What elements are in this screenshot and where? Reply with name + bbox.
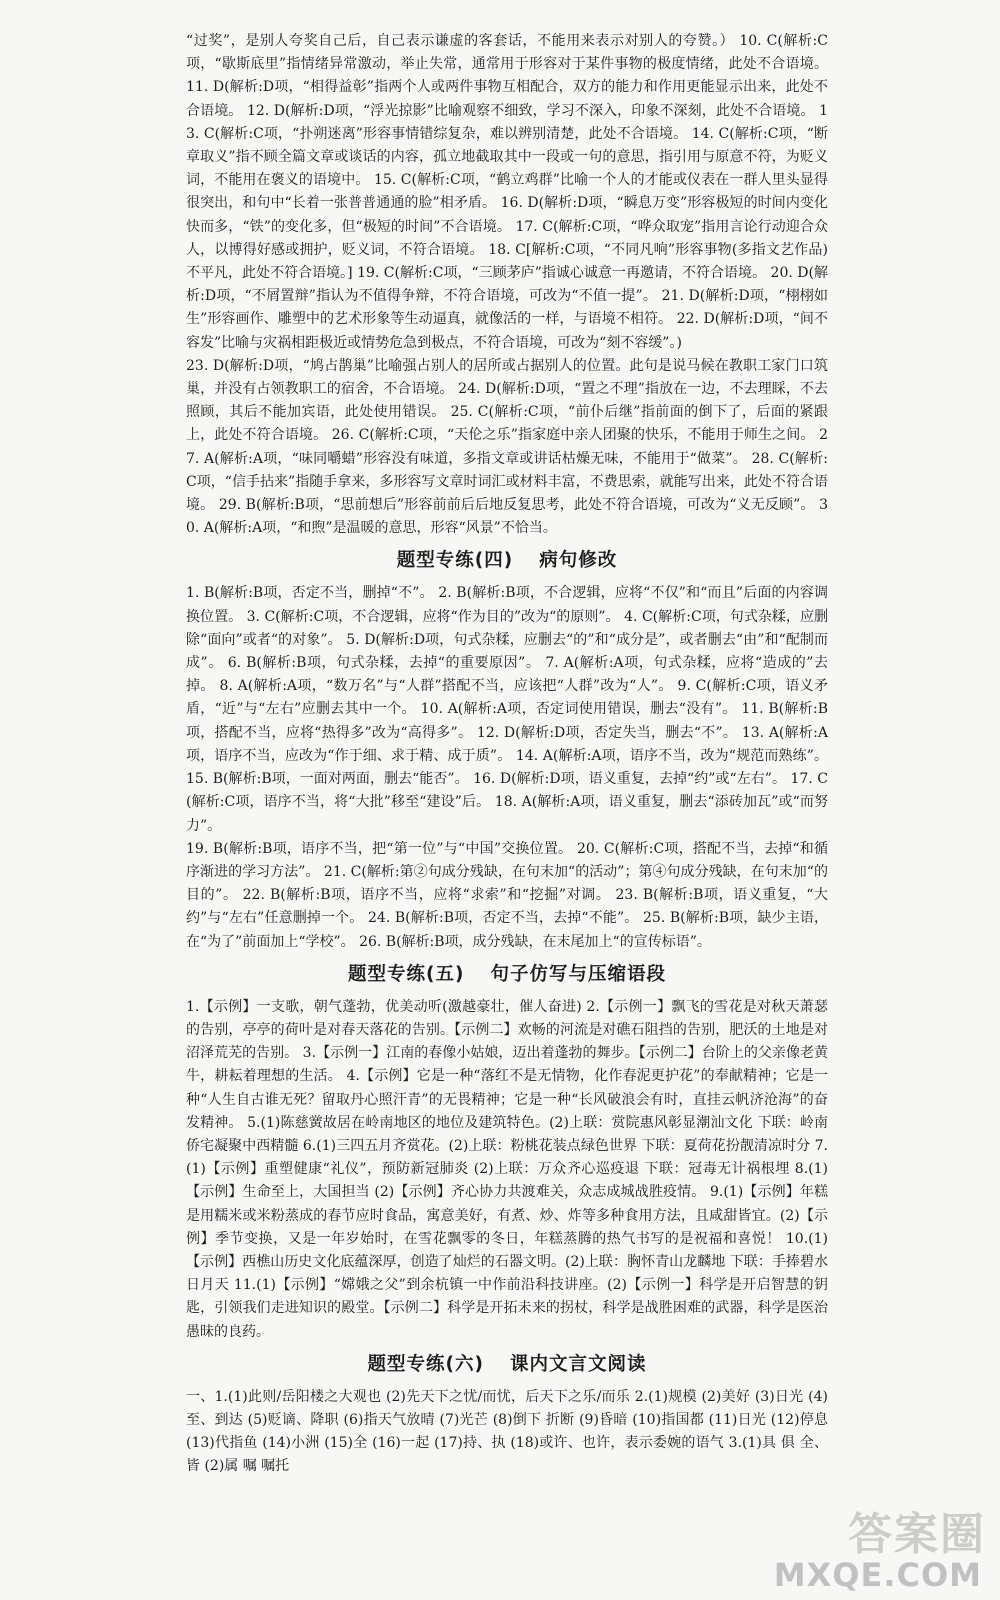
section-5: [186, 996, 828, 1344]
section-title: [186, 1344, 828, 1386]
section-3-continued: [186, 30, 828, 540]
section-label: 题型专练(五): [348, 963, 465, 985]
section-label: 题型专练(四): [396, 550, 514, 572]
section-label: 题型专练(六): [367, 1353, 484, 1375]
paragraph: 1.【示例】一支歌，朝气蓬勃，优美动听(激越豪壮，催人奋进) 2.【示例一】飘飞的雪花是对秋天萧瑟的告别，亭亭的荷叶是对春天落花的告别。【示例二】欢畅的河流是对礁石阻挡的告别，肥沃的土地是对沼泽荒芜的告别。 3.【示例一】江南的春像小姑娘，迈出着蓬勃的舞步。【示例二】台阶上的父亲像老黄牛，耕耘着理想的生活。 4.【示例】它是一种“落红不是无情物，化作春泥更护花”的奉献精神；它是一种“人生自古谁无死？留取丹心照汗青”的无畏精神；它是一种“长风破浪会有时，直挂云帆济沧海”的奋发精神。 5.(1)陈慈黉故居在岭南地区的地位及建筑特色。(2)上联：赏院惠风彰显潮汕文化 下联：岭南侨宅凝聚中西精髓 6.(1)三四五月齐赏花。(2)上联：粉桃花装点绿色世界 下联：夏荷花扮靓清凉时分 7.(1)【示例】重塑健康“礼仪”，预防新冠肺炎 (2)上联：万众齐心巡疫退 下联：冠毒无计祸根埋 8.(1)【示例】生命至上，大国担当 (2)【示例】齐心协力共渡难关，众志成城战胜疫情。 9.(1)【示例】年糕是用糯米或米粉蒸成的春节应时食品，寓意美好，有煮、炒、炸等多种食用方法，且咸甜皆宜。(2)【示例】季节变换，又是一年岁始时，在雪花飘零的冬日，年糕蒸腾的热气书写的是祝福和喜悦！ 10.(1)【示例】西樵山历史文化底蕴深厚，创造了灿烂的石器文明。(2)上联：胸怀青山龙麟地 下联：手捧碧水日月天 11.(1)【示例】“嫦娥之父”到余杭镇一中作前沿科技讲座。(2)【示例一】科学是开启智慧的钥匙，引领我们走进知识的殿堂。【示例二】科学是开拓未来的拐杖，科学是战胜困难的武器，科学是医治愚昧的良药。: [186, 998, 828, 1340]
section-name: 课内文言文阅读: [509, 1353, 647, 1375]
paragraph: 一、1.(1)此则/岳阳楼之大观也 (2)先天下之忧/而忧，后天下之乐/而乐 2.(1)规模 (2)美好 (3)日光 (4)至、到达 (5)贬谪、降职 (6)指天气放晴 (7)光芒 (8)倒下 折断 (9)昏暗 (10)指国都 (11)日光 (12)停息 (13)代指鱼 (14)小洲 (15)全 (16)一起 (17)持、执 (18)或许、也许，表示委婉的语气 3.(1)具 俱 全、皆 (2)属 嘱 嘱托: [186, 1388, 828, 1475]
watermark-url: MXQE.COM: [773, 1556, 982, 1594]
watermark: [773, 1490, 1000, 1600]
section-name: 病句修改: [539, 550, 618, 572]
paragraph: 1. B(解析:B项，否定不当，删掉“不”。 2. B(解析:B项，不合逻辑，应将“不仅”和“而且”后面的内容调换位置。 3. C(解析:C项，不合逻辑，应将“作为目的”改为“的原则”。 4. C(解析:C项，句式杂糅，应删除“面向”或者“的对象”。 5. D(解析:D项，句式杂糅，应删去“的”和“成分是”，或者删去“由”和“配制而成”。 6. B(解析:B项，句式杂糅，去掉“的重要原因”。 7. A(解析:A项，句式杂糅，应将“造成的”去掉。 8. A(解析:A项，“数万名”与“人群”搭配不当，应该把“人群”改为“人”。 9. C(解析:C项，语义矛盾，“近”与“左右”应删去其中一个。 10. A(解析:A项，否定词使用错误，删去“没有”。 11. B(解析:B项，搭配不当，应将“热得多”改为“高得多”。 12. D(解析:D项，否定失当，删去“不”。 13. A(解析:A项，语序不当，应改为“作于细、求于精、成于质”。 14. A(解析:A项，语序不当，改为“规范而熟练”。 15. B(解析:B项，一面对两面，删去“能否”。 16. D(解析:D项，语义重复，去掉“约”或“左右”。 17. C(解析:C项，语序不当，将“大批”移至“建设”后。 18. A(解析:A项，语义重复，删去“添砖加瓦”或“而努力”。: [186, 585, 828, 834]
paragraph: 23. D(解析:D项，“鸠占鹊巢”比喻强占别人的居所或占据别人的位置。此句是说马候在教职工家门口筑巢，并没有占领教职工的宿舍，不合语境。 24. D(解析:D项，“置之不理”指放在一边，不去理睬，不去照顾，其后不能加宾语，此处使用错误。 25. C(解析:C项，“前仆后继”指前面的倒下了，后面的紧跟上，此处不符合语境。 26. C(解析:C项，“天伦之乐”指家庭中亲人团聚的快乐，不能用于师生之间。 27. A(解析:A项，“味同嚼蜡”形容没有味道，多指文章或讲话枯燥无味，不能用于“做菜”。 28. C(解析:C项，“信手拈来”指随手拿来，多形容写文章时词汇或材料丰富，不费思索，就能写出来，此处不符合语境。 29. B(解析:B项，“思前想后”形容前前后后地反复思考，此处不符合语境，可改为“义无反顾”。 30. A(解析:A项，“和煦”是温暖的意思，形容“风景”不恰当。: [186, 357, 828, 537]
section-title: [186, 540, 828, 582]
watermark-logo: 答案圈: [848, 1509, 986, 1560]
answer-page: [186, 30, 828, 1479]
paragraph: 19. B(解析:B项，语序不当，把“第一位”与“中国”交换位置。 20. C(解析:C项，搭配不当，去掉“和循序渐进的学习方法”。 21. C(解析:第②句成分残缺，在句末加“的活动”；第④句成分残缺，在句末加“的目的”。 22. B(解析:B项，语序不当，应将“求索”和“挖掘”对调。 23. B(解析:B项，语义重复，“大约”与“左右”任意删掉一个。 24. B(解析:B项，否定不当，去掉“不能”。 25. B(解析:B项，缺少主语，在“为了”前面加上“学校”。 26. B(解析:B项，成分残缺，在末尾加上“的宣传标语”。: [186, 840, 828, 950]
section-6: [186, 1386, 828, 1479]
section-title: [186, 954, 828, 996]
section-4: [186, 582, 828, 953]
paragraph: “过奖”，是别人夸奖自己后，自己表示谦虚的客套话，不能用来表示对别人的夸赞。） 10. C(解析:C项，“歇斯底里”指情绪异常激动，举止失常，通常用于形容对于某件事物的极度情绪，此处不合语境。 11. D(解析:D项，“相得益彰”指两个人或两件事物互相配合，双方的能力和作用更能显示出来，此处不合语境。 12. D(解析:D项，“浮光掠影”比喻观察不细致，学习不深入，印象不深刻，此处不合语境。 13. C(解析:C项，“扑朔迷离”形容事情错综复杂，难以辨别清楚，此处不合语境。 14. C(解析:C项，“断章取义”指不顾全篇文章或谈话的内容，孤立地截取其中一段或一句的意思，指引用与原意不符，为贬义词，不能用在褒义的语境中。 15. C(解析:C项，“鹤立鸡群”比喻一个人的才能或仪表在一群人里头显得很突出，和句中“长着一张普普通通的脸”相矛盾。 16. D(解析:D项，“瞬息万变”形容极短的时间内变化快而多，“铁”的变化多，但“极短的时间”不合语境。 17. C(解析:C项，“哗众取宠”指用言论行动迎合众人，以博得好感或拥护，贬义词，不符合语境。 18. C[解析:C项，“不同凡响”形容事物(多指文艺作品)不平凡，此处不符合语境。] 19. C(解析:C项，“三顾茅庐”指诚心诚意一再邀请，不符合语境。 20. D(解析:D项，“不屑置辩”指认为不值得争辩，不符合语境，可改为“不值一提”。 21. D(解析:D项，“栩栩如生”形容画作、雕塑中的艺术形象等生动逼真，就像活的一样，与语境不相符。 22. D(解析:D项，“间不容发”比喻与灾祸相距极近或情势危急到极点，不符合语境，可改为“刻不容缓”。): [186, 33, 828, 351]
section-name: 句子仿写与压缩语段: [490, 963, 666, 985]
